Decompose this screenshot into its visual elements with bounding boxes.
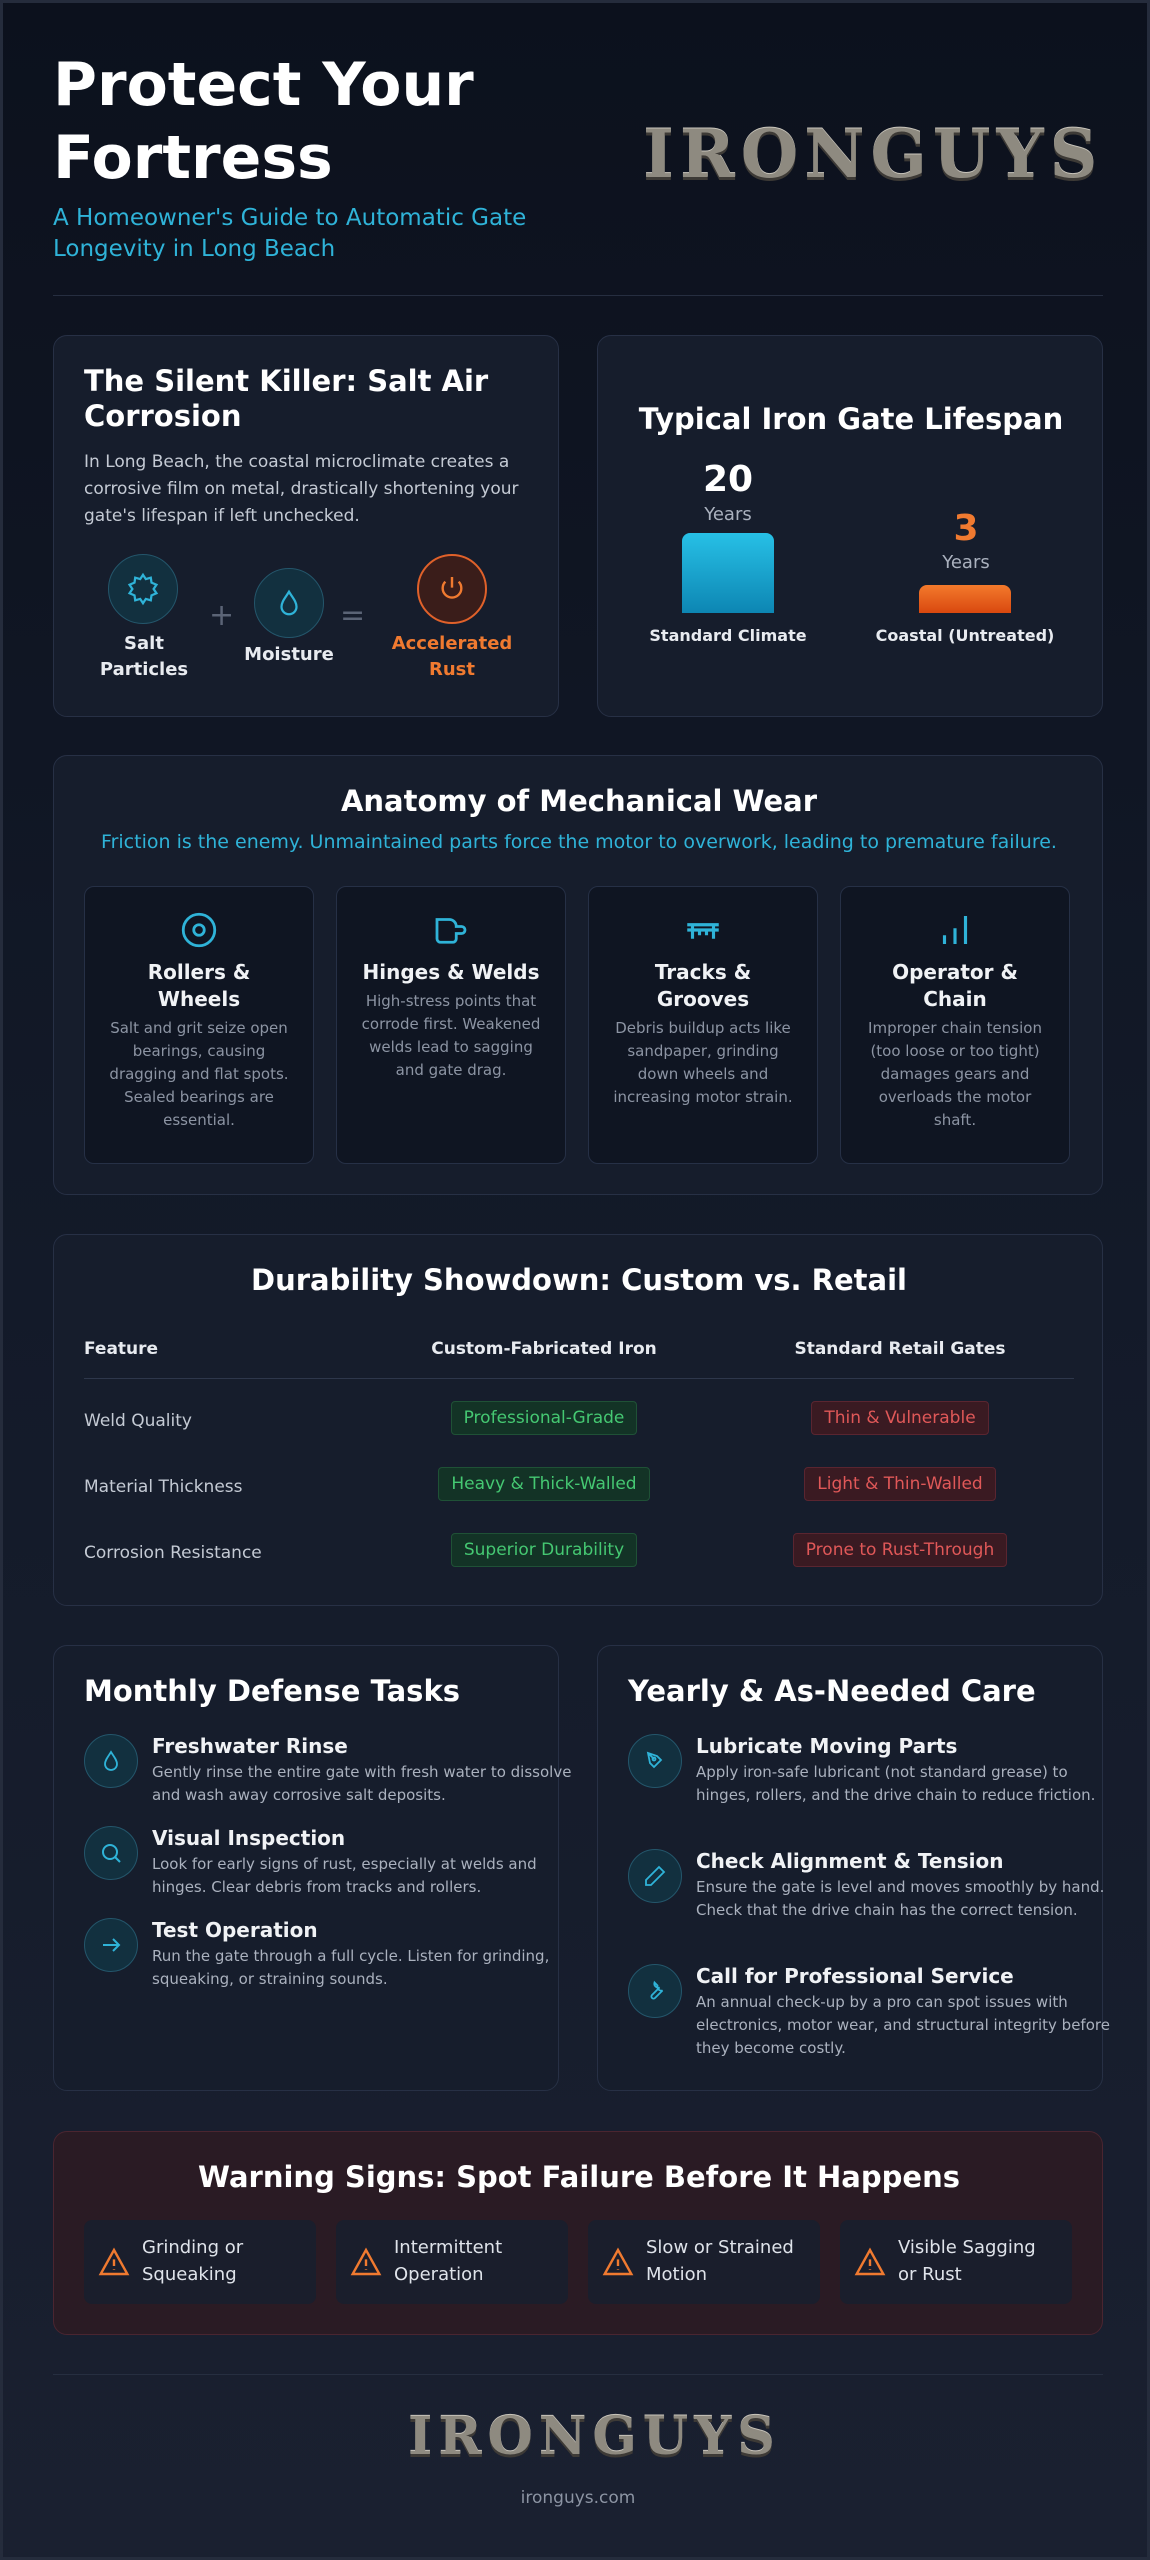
showdown-title: Durability Showdown: Custom vs. Retail (251, 1263, 907, 1297)
table-header-feature: Feature (84, 1339, 159, 1359)
plus-sign: + (209, 598, 235, 633)
virus-icon (108, 554, 178, 624)
droplet-icon (84, 1734, 138, 1788)
warning-item-grinding (84, 2220, 316, 2304)
footer-logo-text: IRONGUYS (408, 2406, 781, 2467)
corrosion-title: The Silent Killer: Salt Air Corrosion (84, 364, 489, 433)
salt-particles-label: Salt Particles (99, 633, 189, 680)
warning-item-sagging (840, 2220, 1072, 2304)
bar-label-coastal: Coastal (Untreated) (875, 626, 1055, 645)
equals-sign: = (340, 598, 366, 633)
page-title-line1: Protect Your (53, 50, 474, 120)
retail-badge: Thin & Vulnerable (811, 1401, 988, 1435)
yearly-title: Yearly & As-Needed Care (628, 1674, 1036, 1708)
task-body: Look for early signs of rust, especially at welds and hinges. Clear debris from tracks and rollers. (152, 1855, 537, 1896)
page-title (53, 49, 474, 195)
logo-text: IRONGUYS (643, 115, 1104, 193)
wear-card (53, 755, 1103, 1195)
warning-item-slow (588, 2220, 820, 2304)
search-icon (84, 1826, 138, 1880)
ironguys-logo (643, 115, 1104, 193)
tracks-grooves-title: Tracks & Grooves (654, 960, 752, 1011)
page-title-line2: Fortress (53, 123, 333, 193)
warning-item-intermittent (336, 2220, 568, 2304)
rollers-wheels-title: Rollers & Wheels (147, 960, 251, 1011)
row-feature: Corrosion Resistance (84, 1543, 262, 1563)
showdown-card (53, 1234, 1103, 1606)
corrosion-card (53, 335, 559, 717)
footer-logo (408, 2406, 781, 2467)
footer-divider (53, 2374, 1103, 2375)
bar-label-standard: Standard Climate (649, 626, 807, 645)
task-title: Lubricate Moving Parts (696, 1734, 958, 1758)
wear-title: Anatomy of Mechanical Wear (340, 784, 818, 818)
tracks-grooves-card (588, 886, 818, 1164)
warning-title: Warning Signs: Spot Failure Before It Happens (198, 2160, 960, 2194)
table-header-divider (84, 1378, 1074, 1379)
warning-label: Grinding or Squeaking (142, 2237, 244, 2285)
warning-label: Slow or Strained Motion (646, 2237, 794, 2285)
moisture-label: Moisture (244, 644, 334, 665)
operator-chain-card (840, 886, 1070, 1164)
row-feature: Material Thickness (84, 1477, 243, 1497)
row-feature: Weld Quality (84, 1411, 192, 1431)
task-body: Run the gate through a full cycle. Listen for grinding, squeaking, or straining sounds. (152, 1947, 550, 1988)
warning-triangle-icon (854, 2246, 886, 2278)
warning-triangle-icon (98, 2246, 130, 2278)
accelerated-rust-label: Accelerated Rust (391, 633, 513, 680)
pipe-icon (357, 909, 545, 951)
table-header-retail: Standard Retail Gates (794, 1339, 1006, 1359)
table-row (84, 1525, 1074, 1575)
wear-subtitle: Friction is the enemy. Unmaintained parts force the motor to overwork, leading to premature failure. (101, 831, 1057, 853)
page-subtitle: A Homeowner's Guide to Automatic Gate Longevity in Long Beach (53, 205, 527, 262)
task-body: Apply iron-safe lubricant (not standard grease) to hinges, rollers, and the drive chain to reduce friction. (696, 1763, 1096, 1804)
pencil-icon (628, 1849, 682, 1903)
warning-label: Visible Sagging or Rust (898, 2237, 1036, 2285)
bar-unit-standard: Years (704, 504, 752, 525)
lifespan-title: Typical Iron Gate Lifespan (638, 402, 1064, 436)
operator-chain-body: Improper chain tension (too loose or too tight) damages gears and overloads the motor shaft. (868, 1019, 1042, 1129)
monthly-card (53, 1645, 572, 2091)
footer-url[interactable]: ironguys.com (520, 2488, 636, 2508)
yearly-card (597, 1645, 1110, 2091)
custom-badge: Heavy & Thick-Walled (438, 1467, 649, 1501)
power-icon (417, 554, 487, 624)
task-title: Visual Inspection (152, 1826, 346, 1850)
rollers-wheels-body: Salt and grit seize open bearings, causing dragging and flat spots. Sealed bearings are essential. (109, 1019, 289, 1129)
bar-value-standard: 20 (702, 459, 754, 500)
corrosion-body: In Long Beach, the coastal microclimate creates a corrosive film on metal, drastically shortening your gate's lifespan if left unchecked. (84, 452, 519, 526)
task-title: Call for Professional Service (696, 1964, 1014, 1988)
hinges-welds-body: High-stress points that corrode first. Weakened welds lead to sagging and gate drag. (361, 992, 541, 1079)
task-body: Gently rinse the entire gate with fresh water to dissolve and wash away corrosive salt deposits. (152, 1763, 572, 1804)
retail-badge: Light & Thin-Walled (804, 1467, 995, 1501)
rollers-wheels-card (84, 886, 314, 1164)
wrench-icon (628, 1964, 682, 2018)
target-icon (105, 909, 293, 951)
pen-tool-icon (628, 1734, 682, 1788)
header-divider (53, 295, 1103, 296)
table-row (84, 1459, 1074, 1509)
bar-value-coastal: 3 (953, 508, 979, 549)
warning-triangle-icon (602, 2246, 634, 2278)
task-body: An annual check-up by a pro can spot issues with electronics, motor wear, and structural integrity before they become costly. (696, 1993, 1110, 2057)
custom-badge: Professional-Grade (451, 1401, 638, 1435)
hinges-welds-card (336, 886, 566, 1164)
task-title: Check Alignment & Tension (696, 1849, 1004, 1873)
lifespan-card (597, 335, 1103, 717)
operator-chain-title: Operator & Chain (892, 960, 1018, 1011)
task-body: Ensure the gate is level and moves smoothly by hand. Check that the drive chain has the correct tension. (696, 1878, 1105, 1919)
table-header-custom: Custom-Fabricated Iron (431, 1339, 657, 1359)
warning-card (53, 2131, 1103, 2335)
task-title: Freshwater Rinse (152, 1734, 348, 1758)
arrow-right-icon (84, 1918, 138, 1972)
warning-triangle-icon (350, 2246, 382, 2278)
warning-label: Intermittent Operation (394, 2237, 503, 2285)
droplet-icon (254, 568, 324, 638)
lifespan-chart (598, 336, 1104, 718)
table-row (84, 1393, 1074, 1443)
tracks-grooves-body: Debris buildup acts like sandpaper, grinding down wheels and increasing motor strain. (613, 1019, 793, 1106)
track-icon (609, 909, 797, 951)
bar-standard-climate (682, 533, 774, 613)
custom-badge: Superior Durability (451, 1533, 637, 1567)
hinges-welds-title: Hinges & Welds (362, 960, 540, 984)
bar-coastal-untreated (919, 585, 1011, 613)
retail-badge: Prone to Rust-Through (793, 1533, 1008, 1567)
bar-unit-coastal: Years (942, 552, 990, 573)
signal-icon (861, 909, 1049, 951)
task-title: Test Operation (152, 1918, 318, 1942)
monthly-title: Monthly Defense Tasks (84, 1674, 460, 1708)
